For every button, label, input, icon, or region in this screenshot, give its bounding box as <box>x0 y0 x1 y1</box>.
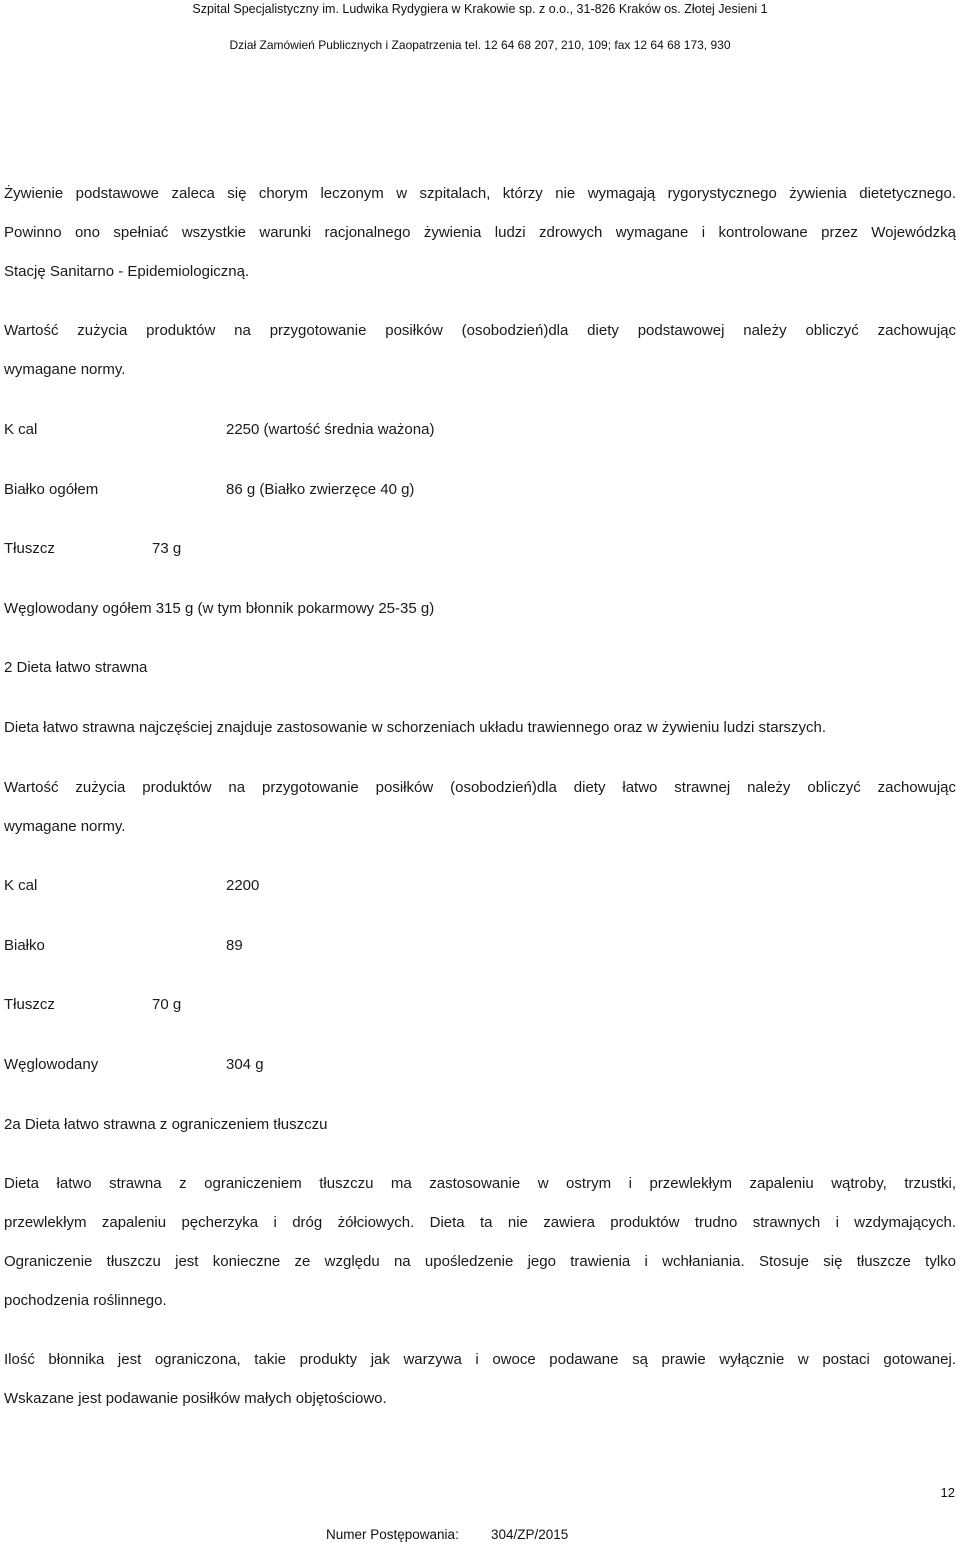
fat-label: Tłuszcz <box>4 540 55 557</box>
diet2-title: 2 Dieta łatwo strawna <box>4 659 148 676</box>
carbs-line: Węglowodany ogółem 315 g (w tym błonnik pokarmowy 25-35 g) <box>4 600 435 617</box>
diet2-norms-line: Wartość zużycia produktów na przygotowanie posiłków (osobodzień)dla diety łatwo strawnej należy obliczyć zachowując <box>4 779 956 796</box>
protein-label: Białko <box>4 937 45 954</box>
diet2a-paragraph-line: Ograniczenie tłuszczu jest konieczne ze względu na upośledzenie jego trawienia i wchłaniania. Stosuje się tłuszcze tylko <box>4 1253 956 1270</box>
intro-paragraph-line: Żywienie podstawowe zaleca się chorym leczonym w szpitalach, którzy nie wymagają rygorystycznego żywienia dietetycznego. <box>4 185 956 202</box>
diet2-description: Dieta łatwo strawna najczęściej znajduje zastosowanie w schorzeniach układu trawiennego oraz w żywieniu ludzi starszych. <box>4 719 827 736</box>
fat-value: 73 g <box>152 540 182 557</box>
footer-case-number: 304/ZP/2015 <box>491 1527 569 1542</box>
diet2a-paragraph-line: pochodzenia roślinnego. <box>4 1292 167 1309</box>
kcal-value: 2250 (wartość średnia ważona) <box>226 421 435 438</box>
norms-paragraph-line: wymagane normy. <box>4 361 126 378</box>
intro-paragraph-line: Stację Sanitarno - Epidemiologiczną. <box>4 263 250 280</box>
carbs-label: Węglowodany <box>4 1056 99 1073</box>
protein-label: Białko ogółem <box>4 481 99 498</box>
kcal-value: 2200 <box>226 877 260 894</box>
carbs-value: 304 g <box>226 1056 264 1073</box>
intro-paragraph-line: Powinno ono spełniać wszystkie warunki racjonalnego żywienia ludzi zdrowych wymagane i kontrolowane przez Wojewódzką <box>4 224 956 241</box>
fat-label: Tłuszcz <box>4 996 55 1013</box>
diet2a-paragraph-line: Dieta łatwo strawna z ograniczeniem tłuszczu ma zastosowanie w ostrym i przewlekłym zapaleniu wątroby, trzustki, <box>4 1175 956 1192</box>
norms-paragraph-line: Wartość zużycia produktów na przygotowanie posiłków (osobodzień)dla diety podstawowej należy obliczyć zachowując <box>4 322 956 339</box>
diet2-norms-line: wymagane normy. <box>4 818 126 835</box>
footer-label: Numer Postępowania: <box>326 1527 459 1542</box>
diet2a-paragraph-line: przewlekłym zapaleniu pęcherzyka i dróg żółciowych. Dieta ta nie zawiera produktów trudno strawnych i wzdymających. <box>4 1214 956 1231</box>
kcal-label: K cal <box>4 421 38 438</box>
page-number: 12 <box>940 1485 955 1500</box>
kcal-label: K cal <box>4 877 38 894</box>
diet2a-fiber-line: Ilość błonnika jest ograniczona, takie produkty jak warzywa i owoce podawane są prawie wyłącznie w postaci gotowanej. <box>4 1351 956 1368</box>
protein-value: 86 g (Białko zwierzęce 40 g) <box>226 481 415 498</box>
fat-value: 70 g <box>152 996 182 1013</box>
header-address: Szpital Specjalistyczny im. Ludwika Rydygiera w Krakowie sp. z o.o., 31-826 Kraków os. Złotej Jesieni 1 <box>192 2 768 16</box>
diet2a-fiber-line: Wskazane jest podawanie posiłków małych objętościowo. <box>4 1390 387 1407</box>
protein-value: 89 <box>226 937 243 954</box>
diet2a-title: 2a Dieta łatwo strawna z ograniczeniem tłuszczu <box>4 1116 328 1133</box>
header-contact: Dział Zamówień Publicznych i Zaopatrzenia tel. 12 64 68 207, 210, 109; fax 12 64 68 173, 930 <box>229 38 731 52</box>
